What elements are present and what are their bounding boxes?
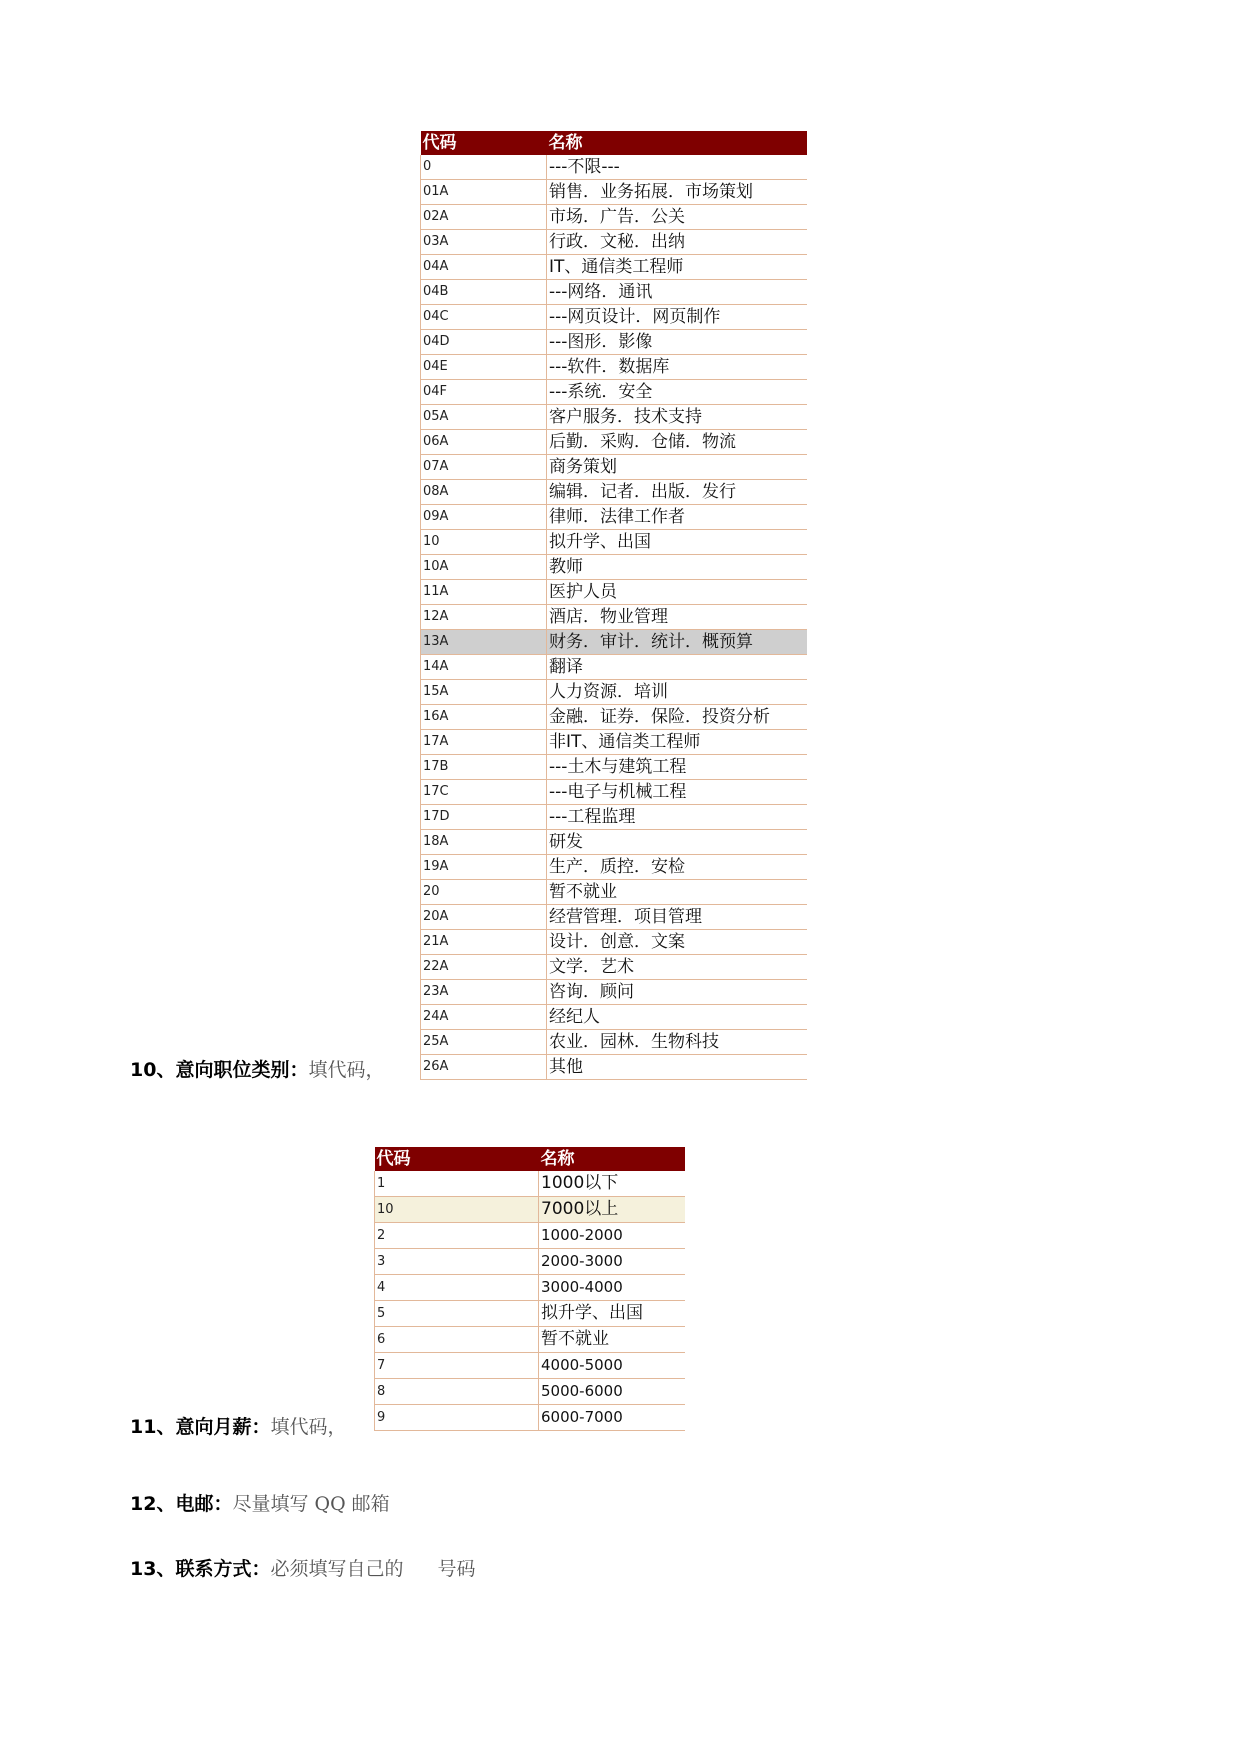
name-cell: 客户服务．技术支持 bbox=[547, 405, 807, 430]
job-category-code-table bbox=[420, 131, 807, 1080]
name-cell: 农业．园林．生物科技 bbox=[547, 1030, 807, 1055]
code-cell: 03A bbox=[421, 230, 547, 255]
item-12-email bbox=[130, 1489, 390, 1516]
name-cell: 咨询．顾问 bbox=[547, 980, 807, 1005]
column-header-code: 代码 bbox=[375, 1147, 539, 1171]
table-row bbox=[375, 1379, 685, 1405]
item-label: 12、电邮： bbox=[130, 1493, 233, 1515]
table-row bbox=[421, 855, 807, 880]
name-cell: 教师 bbox=[547, 555, 807, 580]
item-description-before: 必须填写自己的 bbox=[270, 1558, 404, 1580]
name-cell: 商务策划 bbox=[547, 455, 807, 480]
item-label: 10、意向职位类别： bbox=[130, 1059, 309, 1081]
table-row bbox=[421, 805, 807, 830]
code-cell: 17C bbox=[421, 780, 547, 805]
table-header-row bbox=[421, 131, 807, 155]
code-cell: 23A bbox=[421, 980, 547, 1005]
table-row bbox=[421, 430, 807, 455]
item-description: 填代码， bbox=[270, 1416, 347, 1438]
name-cell: 金融．证券．保险．投资分析 bbox=[547, 705, 807, 730]
table-row bbox=[421, 955, 807, 980]
table-row bbox=[421, 255, 807, 280]
code-cell: 26A bbox=[421, 1055, 547, 1080]
name-cell: 暂不就业 bbox=[539, 1327, 685, 1353]
code-cell: 21A bbox=[421, 930, 547, 955]
table-row bbox=[421, 480, 807, 505]
name-cell: ---网络．通讯 bbox=[547, 280, 807, 305]
table-row bbox=[421, 155, 807, 180]
table-row bbox=[421, 180, 807, 205]
code-cell: 2 bbox=[375, 1223, 539, 1249]
code-cell: 04D bbox=[421, 330, 547, 355]
code-cell: 17B bbox=[421, 755, 547, 780]
name-cell: ---土木与建筑工程 bbox=[547, 755, 807, 780]
name-cell: 翻译 bbox=[547, 655, 807, 680]
table-row bbox=[421, 755, 807, 780]
name-cell: ---网页设计．网页制作 bbox=[547, 305, 807, 330]
table-row bbox=[375, 1197, 685, 1223]
table-row bbox=[375, 1353, 685, 1379]
name-cell: 拟升学、出国 bbox=[547, 530, 807, 555]
code-cell: 04C bbox=[421, 305, 547, 330]
name-cell: 2000-3000 bbox=[539, 1249, 685, 1275]
name-cell: 律师．法律工作者 bbox=[547, 505, 807, 530]
code-cell: 06A bbox=[421, 430, 547, 455]
table-row bbox=[375, 1405, 685, 1431]
name-cell: ---电子与机械工程 bbox=[547, 780, 807, 805]
code-cell: 9 bbox=[375, 1405, 539, 1431]
code-cell: 8 bbox=[375, 1379, 539, 1405]
code-cell: 6 bbox=[375, 1327, 539, 1353]
name-cell: 6000-7000 bbox=[539, 1405, 685, 1431]
table-row bbox=[421, 280, 807, 305]
code-cell: 19A bbox=[421, 855, 547, 880]
job-category-rows bbox=[421, 155, 807, 1080]
code-cell: 10 bbox=[421, 530, 547, 555]
name-cell: 1000-2000 bbox=[539, 1223, 685, 1249]
table-row bbox=[421, 1030, 807, 1055]
code-cell: 04B bbox=[421, 280, 547, 305]
name-cell: 生产．质控．安检 bbox=[547, 855, 807, 880]
code-cell: 10A bbox=[421, 555, 547, 580]
item-label: 11、意向月薪： bbox=[130, 1416, 271, 1438]
name-cell: 5000-6000 bbox=[539, 1379, 685, 1405]
table-row bbox=[421, 455, 807, 480]
name-cell: 经纪人 bbox=[547, 1005, 807, 1030]
name-cell: 研发 bbox=[547, 830, 807, 855]
code-cell: 08A bbox=[421, 480, 547, 505]
code-cell: 10 bbox=[375, 1197, 539, 1223]
table-row bbox=[421, 655, 807, 680]
table-row bbox=[375, 1327, 685, 1353]
name-cell: 财务．审计．统计．概预算 bbox=[547, 630, 807, 655]
column-header-code: 代码 bbox=[421, 131, 547, 155]
table-row bbox=[421, 630, 807, 655]
name-cell: 暂不就业 bbox=[547, 880, 807, 905]
salary-code-table bbox=[374, 1147, 685, 1431]
name-cell: 编辑．记者．出版．发行 bbox=[547, 480, 807, 505]
table-row bbox=[421, 405, 807, 430]
table-row bbox=[421, 680, 807, 705]
name-cell: 设计．创意．文案 bbox=[547, 930, 807, 955]
table-row bbox=[375, 1249, 685, 1275]
item-10-job-category bbox=[130, 1055, 384, 1082]
code-cell: 04E bbox=[421, 355, 547, 380]
item-description: 尽量填写 QQ 邮箱 bbox=[232, 1493, 390, 1515]
table-row bbox=[375, 1171, 685, 1197]
table-row bbox=[421, 905, 807, 930]
table-row bbox=[421, 1055, 807, 1080]
code-cell: 5 bbox=[375, 1301, 539, 1327]
table-row bbox=[421, 830, 807, 855]
table-row bbox=[375, 1223, 685, 1249]
name-cell: 行政．文秘．出纳 bbox=[547, 230, 807, 255]
code-cell: 12A bbox=[421, 605, 547, 630]
table-row bbox=[421, 1005, 807, 1030]
table-row bbox=[421, 380, 807, 405]
name-cell: ---软件．数据库 bbox=[547, 355, 807, 380]
name-cell: ---不限--- bbox=[547, 155, 807, 180]
table-row bbox=[421, 505, 807, 530]
table-row bbox=[421, 705, 807, 730]
code-cell: 05A bbox=[421, 405, 547, 430]
name-cell: 3000-4000 bbox=[539, 1275, 685, 1301]
code-cell: 13A bbox=[421, 630, 547, 655]
code-cell: 25A bbox=[421, 1030, 547, 1055]
code-cell: 17A bbox=[421, 730, 547, 755]
table-row bbox=[421, 330, 807, 355]
table-row bbox=[375, 1301, 685, 1327]
table-row bbox=[421, 530, 807, 555]
code-cell: 17D bbox=[421, 805, 547, 830]
code-cell: 22A bbox=[421, 955, 547, 980]
code-cell: 02A bbox=[421, 205, 547, 230]
code-cell: 20 bbox=[421, 880, 547, 905]
name-cell: 人力资源．培训 bbox=[547, 680, 807, 705]
table-row bbox=[421, 780, 807, 805]
item-description-after: 号码 bbox=[437, 1558, 476, 1580]
table-row bbox=[421, 730, 807, 755]
item-13-contact bbox=[130, 1554, 475, 1581]
code-cell: 01A bbox=[421, 180, 547, 205]
name-cell: 4000-5000 bbox=[539, 1353, 685, 1379]
code-cell: 14A bbox=[421, 655, 547, 680]
name-cell: 医护人员 bbox=[547, 580, 807, 605]
name-cell: 销售．业务拓展．市场策划 bbox=[547, 180, 807, 205]
code-cell: 11A bbox=[421, 580, 547, 605]
name-cell: 7000以上 bbox=[539, 1197, 685, 1223]
name-cell: 文学．艺术 bbox=[547, 955, 807, 980]
code-cell: 7 bbox=[375, 1353, 539, 1379]
table-row bbox=[421, 930, 807, 955]
table-row bbox=[421, 580, 807, 605]
salary-rows bbox=[375, 1171, 685, 1431]
name-cell: IT、通信类工程师 bbox=[547, 255, 807, 280]
table-row bbox=[421, 555, 807, 580]
item-11-expected-salary bbox=[130, 1412, 346, 1439]
code-cell: 04A bbox=[421, 255, 547, 280]
name-cell: 经营管理．项目管理 bbox=[547, 905, 807, 930]
table-row bbox=[421, 880, 807, 905]
item-description: 填代码， bbox=[308, 1059, 385, 1081]
code-cell: 04F bbox=[421, 380, 547, 405]
code-cell: 09A bbox=[421, 505, 547, 530]
code-cell: 3 bbox=[375, 1249, 539, 1275]
table-row bbox=[421, 605, 807, 630]
name-cell: 1000以下 bbox=[539, 1171, 685, 1197]
code-cell: 07A bbox=[421, 455, 547, 480]
name-cell: 拟升学、出国 bbox=[539, 1301, 685, 1327]
name-cell: ---图形．影像 bbox=[547, 330, 807, 355]
name-cell: 后勤．采购．仓储．物流 bbox=[547, 430, 807, 455]
table-row bbox=[421, 305, 807, 330]
item-label: 13、联系方式： bbox=[130, 1558, 271, 1580]
column-header-name: 名称 bbox=[539, 1147, 685, 1171]
name-cell: 酒店．物业管理 bbox=[547, 605, 807, 630]
code-cell: 1 bbox=[375, 1171, 539, 1197]
table-row bbox=[375, 1275, 685, 1301]
code-cell: 15A bbox=[421, 680, 547, 705]
name-cell: 非IT、通信类工程师 bbox=[547, 730, 807, 755]
code-cell: 20A bbox=[421, 905, 547, 930]
table-row bbox=[421, 230, 807, 255]
table-header-row bbox=[375, 1147, 685, 1171]
name-cell: 其他 bbox=[547, 1055, 807, 1080]
column-header-name: 名称 bbox=[547, 131, 807, 155]
code-cell: 24A bbox=[421, 1005, 547, 1030]
table-row bbox=[421, 980, 807, 1005]
code-cell: 0 bbox=[421, 155, 547, 180]
table-row bbox=[421, 355, 807, 380]
code-cell: 18A bbox=[421, 830, 547, 855]
code-cell: 4 bbox=[375, 1275, 539, 1301]
name-cell: ---工程监理 bbox=[547, 805, 807, 830]
code-cell: 16A bbox=[421, 705, 547, 730]
name-cell: 市场．广告．公关 bbox=[547, 205, 807, 230]
table-row bbox=[421, 205, 807, 230]
name-cell: ---系统．安全 bbox=[547, 380, 807, 405]
